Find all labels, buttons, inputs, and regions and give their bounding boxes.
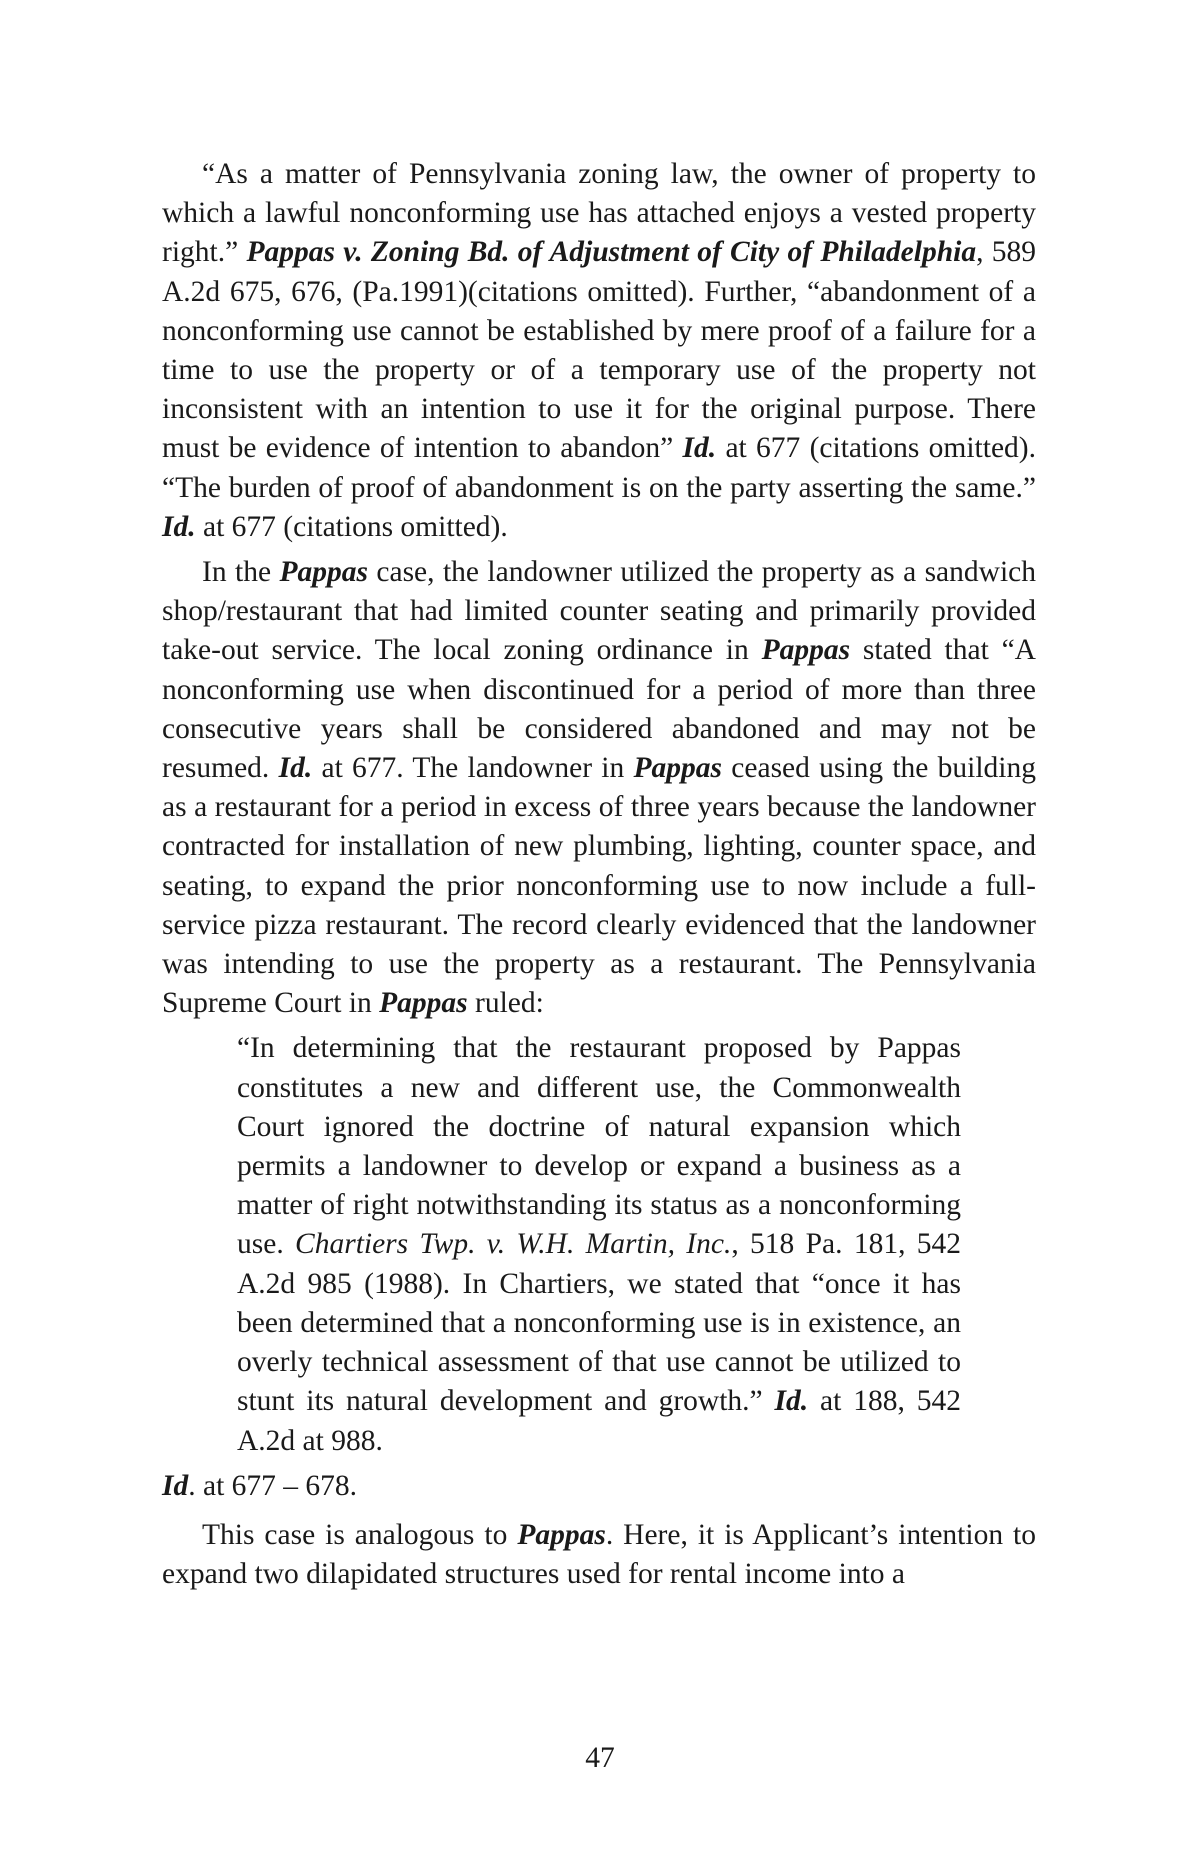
page-number: 47 [585, 1742, 615, 1774]
text-run: , 518 Pa. 181, 542 A.2d 985 (1988). In Chartiers, we stated that “once it has been determined that a nonconforming use is in existence, an overly technical assessment of that use cannot be utilized to stunt its natural development and growth.” [237, 1228, 962, 1418]
block-quote [237, 1029, 961, 1460]
paragraph-1 [162, 155, 1036, 547]
paragraph-2 [162, 553, 1036, 1023]
text-run: “As a matter of Pennsylvania zoning law, the owner of property to which a lawful nonconforming use has attached enjoys a vested property right.” [162, 158, 1036, 269]
case-citation: Pappas v. Zoning Bd. of Adjustment of City of Philadelphia [246, 236, 977, 269]
case-name: Pappas [761, 634, 851, 667]
quote-citation [162, 1467, 1036, 1506]
case-name: Pappas [517, 1518, 606, 1551]
text-run: . at 677 – 678. [188, 1469, 358, 1502]
id-citation: Id. [162, 510, 196, 543]
text-run: at 677 (citations omitted). “The burden of proof of abandonment is on the party asserting the same.” [162, 432, 1036, 504]
id-citation: Id. [682, 432, 717, 465]
case-name: Pappas [279, 556, 368, 589]
text-run: case, the landowner utilized the property as a sandwich shop/restaurant that had limited counter seating and primarily provided take-out service. The local zoning ordinance in [162, 556, 1036, 667]
text-run: at 677 (citations omitted). [195, 510, 508, 543]
body-text [162, 155, 1036, 1594]
text-run: stated that “A nonconforming use when discontinued for a period of more than three consecutive years shall be considered abandoned and may not be resumed. [162, 634, 1036, 785]
id-citation: Id. [278, 752, 313, 785]
id-citation: Id [162, 1469, 189, 1502]
paragraph-3 [162, 1516, 1036, 1594]
text-run: at 188, 542 A.2d at 988. [237, 1385, 961, 1457]
text-run: ruled: [467, 987, 544, 1020]
text-run: . Here, it is Applicant’s intention to expand two dilapidated structures used for rental income into a [162, 1518, 1036, 1591]
text-run: “In determining that the restaurant proposed by Pappas constitutes a new and different use, the Commonwealth Court ignored the doctrine of natural expansion which permits a landowner to develop or expand a business as a matter of right notwithstanding its status as a nonconforming use. [237, 1032, 961, 1261]
id-citation: Id. [774, 1385, 809, 1418]
case-name: Pappas [633, 752, 723, 785]
text-run: In the [202, 556, 280, 589]
case-name: Pappas [379, 987, 468, 1020]
case-citation: Chartiers Twp. v. W.H. Martin, Inc. [295, 1228, 732, 1261]
text-run: at 677. The landowner in [312, 752, 634, 785]
text-run: This case is analogous to [202, 1518, 518, 1551]
text-run: , 589 A.2d 675, 676, (Pa.1991)(citations omitted). Further, “abandonment of a nonconforming use cannot be established by mere proof of a failure for a time to use the property or of a temporary use of the property not inconsistent with an intention to use it for the original purpose. There must be evidence of intention to abandon” [162, 236, 1036, 465]
text-run: ceased using the building as a restaurant for a period in excess of three years because the landowner contracted for installation of new plumbing, lighting, counter space, and seating, to expand the prior nonconforming use to now include a full-service pizza restaurant. The record clearly evidenced that the landowner was intending to use the property as a restaurant. The Pennsylvania Supreme Court in [162, 752, 1036, 1020]
